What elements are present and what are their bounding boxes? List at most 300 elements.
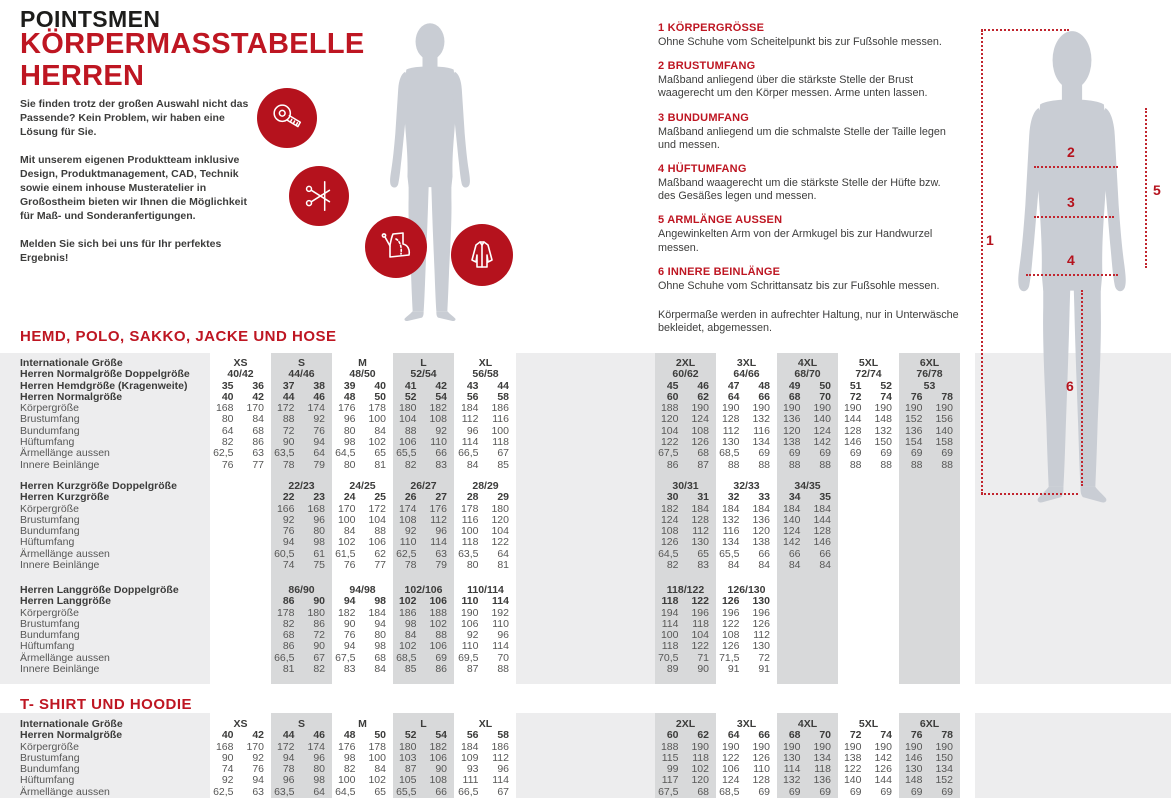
size-value: 88 [727,458,740,471]
size-value: 99 [666,763,679,776]
size-value: 128 [691,513,709,526]
size-value: 92 [252,751,264,764]
measure-number-5: 5 [1153,182,1161,198]
size-value: 51 [849,379,862,392]
size-cell [655,787,716,799]
row-label: Innere Beinlänge [20,458,100,471]
size-value: 114 [461,436,479,449]
size-value: 30 [666,491,679,504]
size-table-main [0,353,1171,684]
size-value: 71,5 [719,651,740,664]
size-value: 69 [941,447,953,460]
size-value: 102 [429,617,447,630]
size-value: 54 [435,390,447,403]
size-value: 132 [782,774,801,787]
row-label: Hüftumfang [20,640,75,653]
size-value: 48 [343,390,356,403]
size-value: 82 [666,559,679,572]
page-title [20,28,365,92]
size-value: 91 [727,663,740,676]
size-value: 176 [337,402,356,415]
size-value: 108 [691,424,709,437]
size-value: 142 [874,751,892,764]
table-row [0,664,1171,675]
size-value: 98 [343,751,356,764]
instruction-title: HÜFTUMFANG [667,163,747,176]
table-row [0,537,1171,548]
size-value: 62,5 [396,547,417,560]
row-label: Herren Kurzgröße [20,491,110,504]
size-value: 88 [910,458,923,471]
row-label: Körpergröße [20,740,79,753]
size-value: 188 [660,740,679,753]
size-value: 132 [721,513,740,526]
size-value: 168 [215,740,234,753]
row-label: Internationale Größe [20,718,123,730]
size-value: 64 [727,729,740,742]
size-value: 60 [666,729,679,742]
size-value: 112 [492,751,509,764]
size-value: 166 [276,502,295,515]
size-value: 74 [221,763,234,776]
measure-line-chest [1034,166,1118,168]
size-value: 29 [497,491,509,504]
size-value: 70,5 [658,651,679,664]
size-value: 84 [819,559,831,572]
size-value: 76 [343,559,356,572]
size-value: 35 [819,491,831,504]
size-cell [455,664,516,676]
size-value: 148 [904,774,923,787]
size-value: 118 [814,763,831,776]
size-value: 93 [466,763,479,776]
size-value: 144 [813,513,831,526]
size-cell: 72/74 [855,368,882,381]
size-value: 190 [460,606,479,619]
size-value: 174 [307,402,325,415]
table-row [0,742,1171,753]
jacket-icon [451,224,513,286]
size-value: 117 [661,774,679,787]
instruction-title: BRUSTUMFANG [667,60,756,73]
size-value: 190 [935,740,953,753]
size-value: 67 [497,447,509,460]
size-value: 71 [697,651,709,664]
size-value: 190 [843,402,862,415]
size-value: 190 [721,402,740,415]
size-value: 184 [368,606,386,619]
row-label: Hüftumfang [20,536,75,549]
instruction-title: ARMLÄNGE AUSSEN [667,214,783,227]
size-value: 96 [497,629,509,642]
row-label: Bundumfang [20,424,80,437]
size-value: 68 [252,424,264,437]
size-value: 130 [721,436,740,449]
size-value: 82 [282,617,295,630]
size-cell: 2XL [675,357,696,369]
size-cell: 68/70 [794,368,821,381]
size-value: 62 [697,390,709,403]
size-value: 98 [343,436,356,449]
size-cell [332,664,393,676]
size-value: 118 [692,751,709,764]
size-value: 116 [461,513,479,526]
size-value: 80 [221,413,234,426]
size-value: 89 [666,663,679,676]
size-value: 92 [404,525,417,538]
size-value: 50 [819,379,831,392]
size-value: 44 [497,379,509,392]
size-value: 178 [368,740,386,753]
size-value: 69 [941,785,953,798]
size-value: 84 [374,424,386,437]
size-cell [655,560,716,572]
size-cell: XS [233,718,248,730]
size-value: 105 [398,774,417,787]
size-value: 178 [276,606,295,619]
size-cell: 30/31 [672,480,699,492]
size-cell: 52/54 [410,368,437,381]
size-value: 42 [435,379,447,392]
size-cell: XL [478,718,493,730]
size-value: 36 [252,379,264,392]
size-value: 92 [435,424,447,437]
size-value: 124 [782,525,801,538]
table-row [0,585,1171,596]
size-value: 184 [460,740,479,753]
size-value: 106 [368,536,386,549]
size-value: 22 [282,491,295,504]
section-tshirt [0,719,1171,798]
size-value: 86 [313,617,325,630]
size-value: 64 [497,547,509,560]
size-value: 81 [374,458,386,471]
size-value: 116 [722,525,740,538]
size-value: 80 [313,763,325,776]
size-value: 47 [727,379,740,392]
size-value: 76 [343,629,356,642]
row-label: Bundumfang [20,763,80,776]
size-value: 46 [697,379,709,392]
size-value: 65 [374,785,386,798]
size-value: 49 [788,379,801,392]
size-value: 90 [313,595,325,608]
size-value: 104 [691,629,709,642]
size-value: 190 [691,402,709,415]
size-value: 80 [343,424,356,437]
size-value: 52 [404,729,417,742]
size-value: 86 [252,436,264,449]
size-value: 56 [466,390,479,403]
size-value: 42 [252,390,264,403]
size-value: 158 [935,436,953,449]
row-label: Brustumfang [20,617,80,630]
size-value: 72 [282,424,295,437]
size-value: 32 [727,491,740,504]
size-value: 88 [819,458,831,471]
size-cell: 86/90 [288,584,315,596]
size-value: 112 [753,629,770,642]
size-value: 69 [910,785,923,798]
size-cell: 5XL [858,357,879,369]
size-cell: 26/27 [410,480,437,492]
size-value: 68,5 [719,785,740,798]
size-value: 69 [880,785,892,798]
size-value: 138 [843,751,862,764]
size-value: 96 [282,774,295,787]
instruction-item [658,112,960,152]
size-value: 88 [404,424,417,437]
size-value: 120 [660,413,679,426]
size-value: 96 [466,424,479,437]
size-value: 174 [307,740,325,753]
size-value: 61 [313,547,325,560]
table1-heading: HEMD, POLO, SAKKO, JACKE UND HOSE [20,328,337,345]
table-row [0,448,1171,459]
size-value: 76 [910,390,923,403]
size-value: 118 [692,617,709,630]
size-value: 114 [430,536,447,549]
size-value: 44 [282,390,295,403]
size-value: 63,5 [274,785,295,798]
size-value: 84 [404,629,417,642]
instruction-number: 2 [658,60,665,73]
size-value: 90 [313,640,325,653]
table-row [0,369,1171,380]
size-value: 70 [819,390,831,403]
size-value: 114 [492,595,509,608]
size-value: 65,5 [719,547,740,560]
size-value: 196 [691,606,709,619]
size-value: 42 [252,729,264,742]
size-value: 80 [374,629,386,642]
size-cell [777,787,838,799]
instruction-text: Angewinkelten Arm von der Armkugel bis zur Handwurzel messen. [658,228,933,254]
size-cell: 56/58 [472,368,499,381]
row-label: Herren Normalgröße Doppelgröße [20,368,190,381]
size-value: 87 [404,763,417,776]
size-cell [655,664,716,676]
size-value: 66 [435,785,447,798]
size-value: 84 [758,559,770,572]
size-value: 68,5 [396,651,417,664]
size-value: 44 [282,729,295,742]
table-row [0,596,1171,607]
size-value: 69 [819,785,831,798]
size-value: 134 [813,751,831,764]
size-value: 90 [697,663,709,676]
table-row [0,753,1171,764]
size-value: 69 [435,651,447,664]
size-value: 92 [466,629,479,642]
size-value: 122 [691,595,709,608]
size-value: 102 [337,536,356,549]
size-value: 67 [313,651,325,664]
size-value: 72 [758,651,770,664]
size-cell [716,460,777,472]
size-value: 65,5 [396,447,417,460]
size-value: 109 [460,751,479,764]
size-cell: 94/98 [349,584,376,596]
row-label: Herren Kurzgröße Doppelgröße [20,480,177,492]
size-value: 134 [752,436,770,449]
instruction-text: Maßband anliegend über die stärkste Stelle der Brust waagerecht um den Körper messen. Arme unten lassen. [658,74,928,100]
size-cell: 6XL [919,718,940,730]
size-value: 78 [282,763,295,776]
size-value: 60 [666,390,679,403]
size-value: 70 [819,729,831,742]
size-value: 68,5 [719,447,740,460]
size-value: 170 [246,402,264,415]
instruction-text: Maßband waagerecht um die stärkste Stelle der Hüfte bzw. des Gesäßes legen und messen. [658,177,941,203]
size-value: 90 [343,617,356,630]
row-label: Körpergröße [20,402,79,415]
size-value: 76 [910,729,923,742]
size-value: 106 [429,595,447,608]
size-value: 106 [429,751,447,764]
size-cell [655,460,716,472]
size-value: 94 [313,436,325,449]
table-row [0,608,1171,619]
size-value: 68 [697,447,709,460]
size-value: 104 [491,525,509,538]
size-value: 108 [429,774,447,787]
size-value: 48 [758,379,770,392]
size-value: 180 [398,402,417,415]
size-value: 116 [753,424,770,437]
size-cell: 102/106 [404,584,443,596]
size-value: 68 [282,629,295,642]
size-value: 26 [404,491,417,504]
table-row [0,719,1171,730]
table-row [0,730,1171,741]
size-value: 39 [343,379,356,392]
size-value: 110 [399,536,417,549]
size-value: 91 [758,663,770,676]
instruction-item [658,163,960,203]
row-label: Bundumfang [20,525,80,538]
size-value: 114 [492,774,509,787]
table-row [0,630,1171,641]
size-value: 140 [843,774,862,787]
size-value: 130 [752,595,770,608]
scissors-icon [289,166,349,226]
size-value: 43 [466,379,479,392]
size-value: 120 [691,774,709,787]
size-value: 128 [843,424,862,437]
size-value: 80 [313,525,325,538]
size-cell: 3XL [736,357,757,369]
size-value: 102 [398,595,417,608]
size-value: 142 [813,436,831,449]
size-value: 100 [337,513,356,526]
size-value: 84 [343,525,356,538]
row-label: Ärmellänge aussen [20,447,110,460]
size-value: 152 [904,413,923,426]
size-value: 84 [788,559,801,572]
size-cell [271,664,332,676]
size-value: 80 [343,458,356,471]
size-value: 100 [337,774,356,787]
size-value: 100 [368,413,386,426]
size-value: 190 [904,402,923,415]
size-value: 46 [313,729,325,742]
size-value: 192 [491,606,509,619]
size-value: 98 [313,774,325,787]
size-value: 54 [435,729,447,742]
size-cell [393,460,454,472]
size-value: 88 [849,458,862,471]
row-label: Ärmellänge aussen [20,785,110,798]
size-cell: 118/122 [666,584,705,596]
size-value: 66,5 [274,651,295,664]
size-value: 138 [752,536,770,549]
size-value: 188 [660,402,679,415]
table-row [0,653,1171,664]
size-value: 140 [813,413,831,426]
size-value: 126 [752,751,770,764]
size-value: 136 [752,513,770,526]
size-value: 83 [435,458,447,471]
size-value: 114 [783,763,801,776]
size-value: 126 [721,595,740,608]
size-cell: XL [478,357,493,369]
size-value: 100 [491,424,509,437]
table-row [0,403,1171,414]
size-cell [332,460,393,472]
size-value: 78 [941,729,953,742]
size-value: 148 [874,413,892,426]
size-value: 92 [221,774,234,787]
size-value: 67,5 [658,447,679,460]
size-value: 80 [466,559,479,572]
size-cell: 3XL [736,718,757,730]
size-value: 38 [313,379,325,392]
row-label: Körpergröße [20,502,79,515]
size-value: 63 [435,547,447,560]
size-value: 25 [374,491,386,504]
size-value: 64,5 [335,447,356,460]
size-value: 106 [398,436,417,449]
size-value: 190 [843,740,862,753]
row-label: Brustumfang [20,751,80,764]
size-value: 77 [374,559,386,572]
size-cell: 60/62 [672,368,699,381]
size-value: 67,5 [658,785,679,798]
instruction-item [658,22,960,49]
size-value: 130 [752,640,770,653]
size-value: 98 [374,595,386,608]
size-value: 74 [880,390,892,403]
size-value: 136 [813,774,831,787]
size-value: 184 [782,502,801,515]
size-cell: 40/42 [227,368,254,381]
size-value: 98 [313,536,325,549]
size-value: 108 [721,629,740,642]
size-value: 82 [313,663,325,676]
size-value: 128 [721,413,740,426]
size-value: 23 [313,491,325,504]
table-row [0,619,1171,630]
size-value: 120 [491,513,509,526]
size-cell [332,787,393,799]
size-cell: 28/29 [472,480,499,492]
size-cell: S [297,357,305,369]
size-value: 150 [935,751,953,764]
table-row [0,392,1171,403]
size-value: 69 [849,447,862,460]
size-value: 66 [758,390,770,403]
